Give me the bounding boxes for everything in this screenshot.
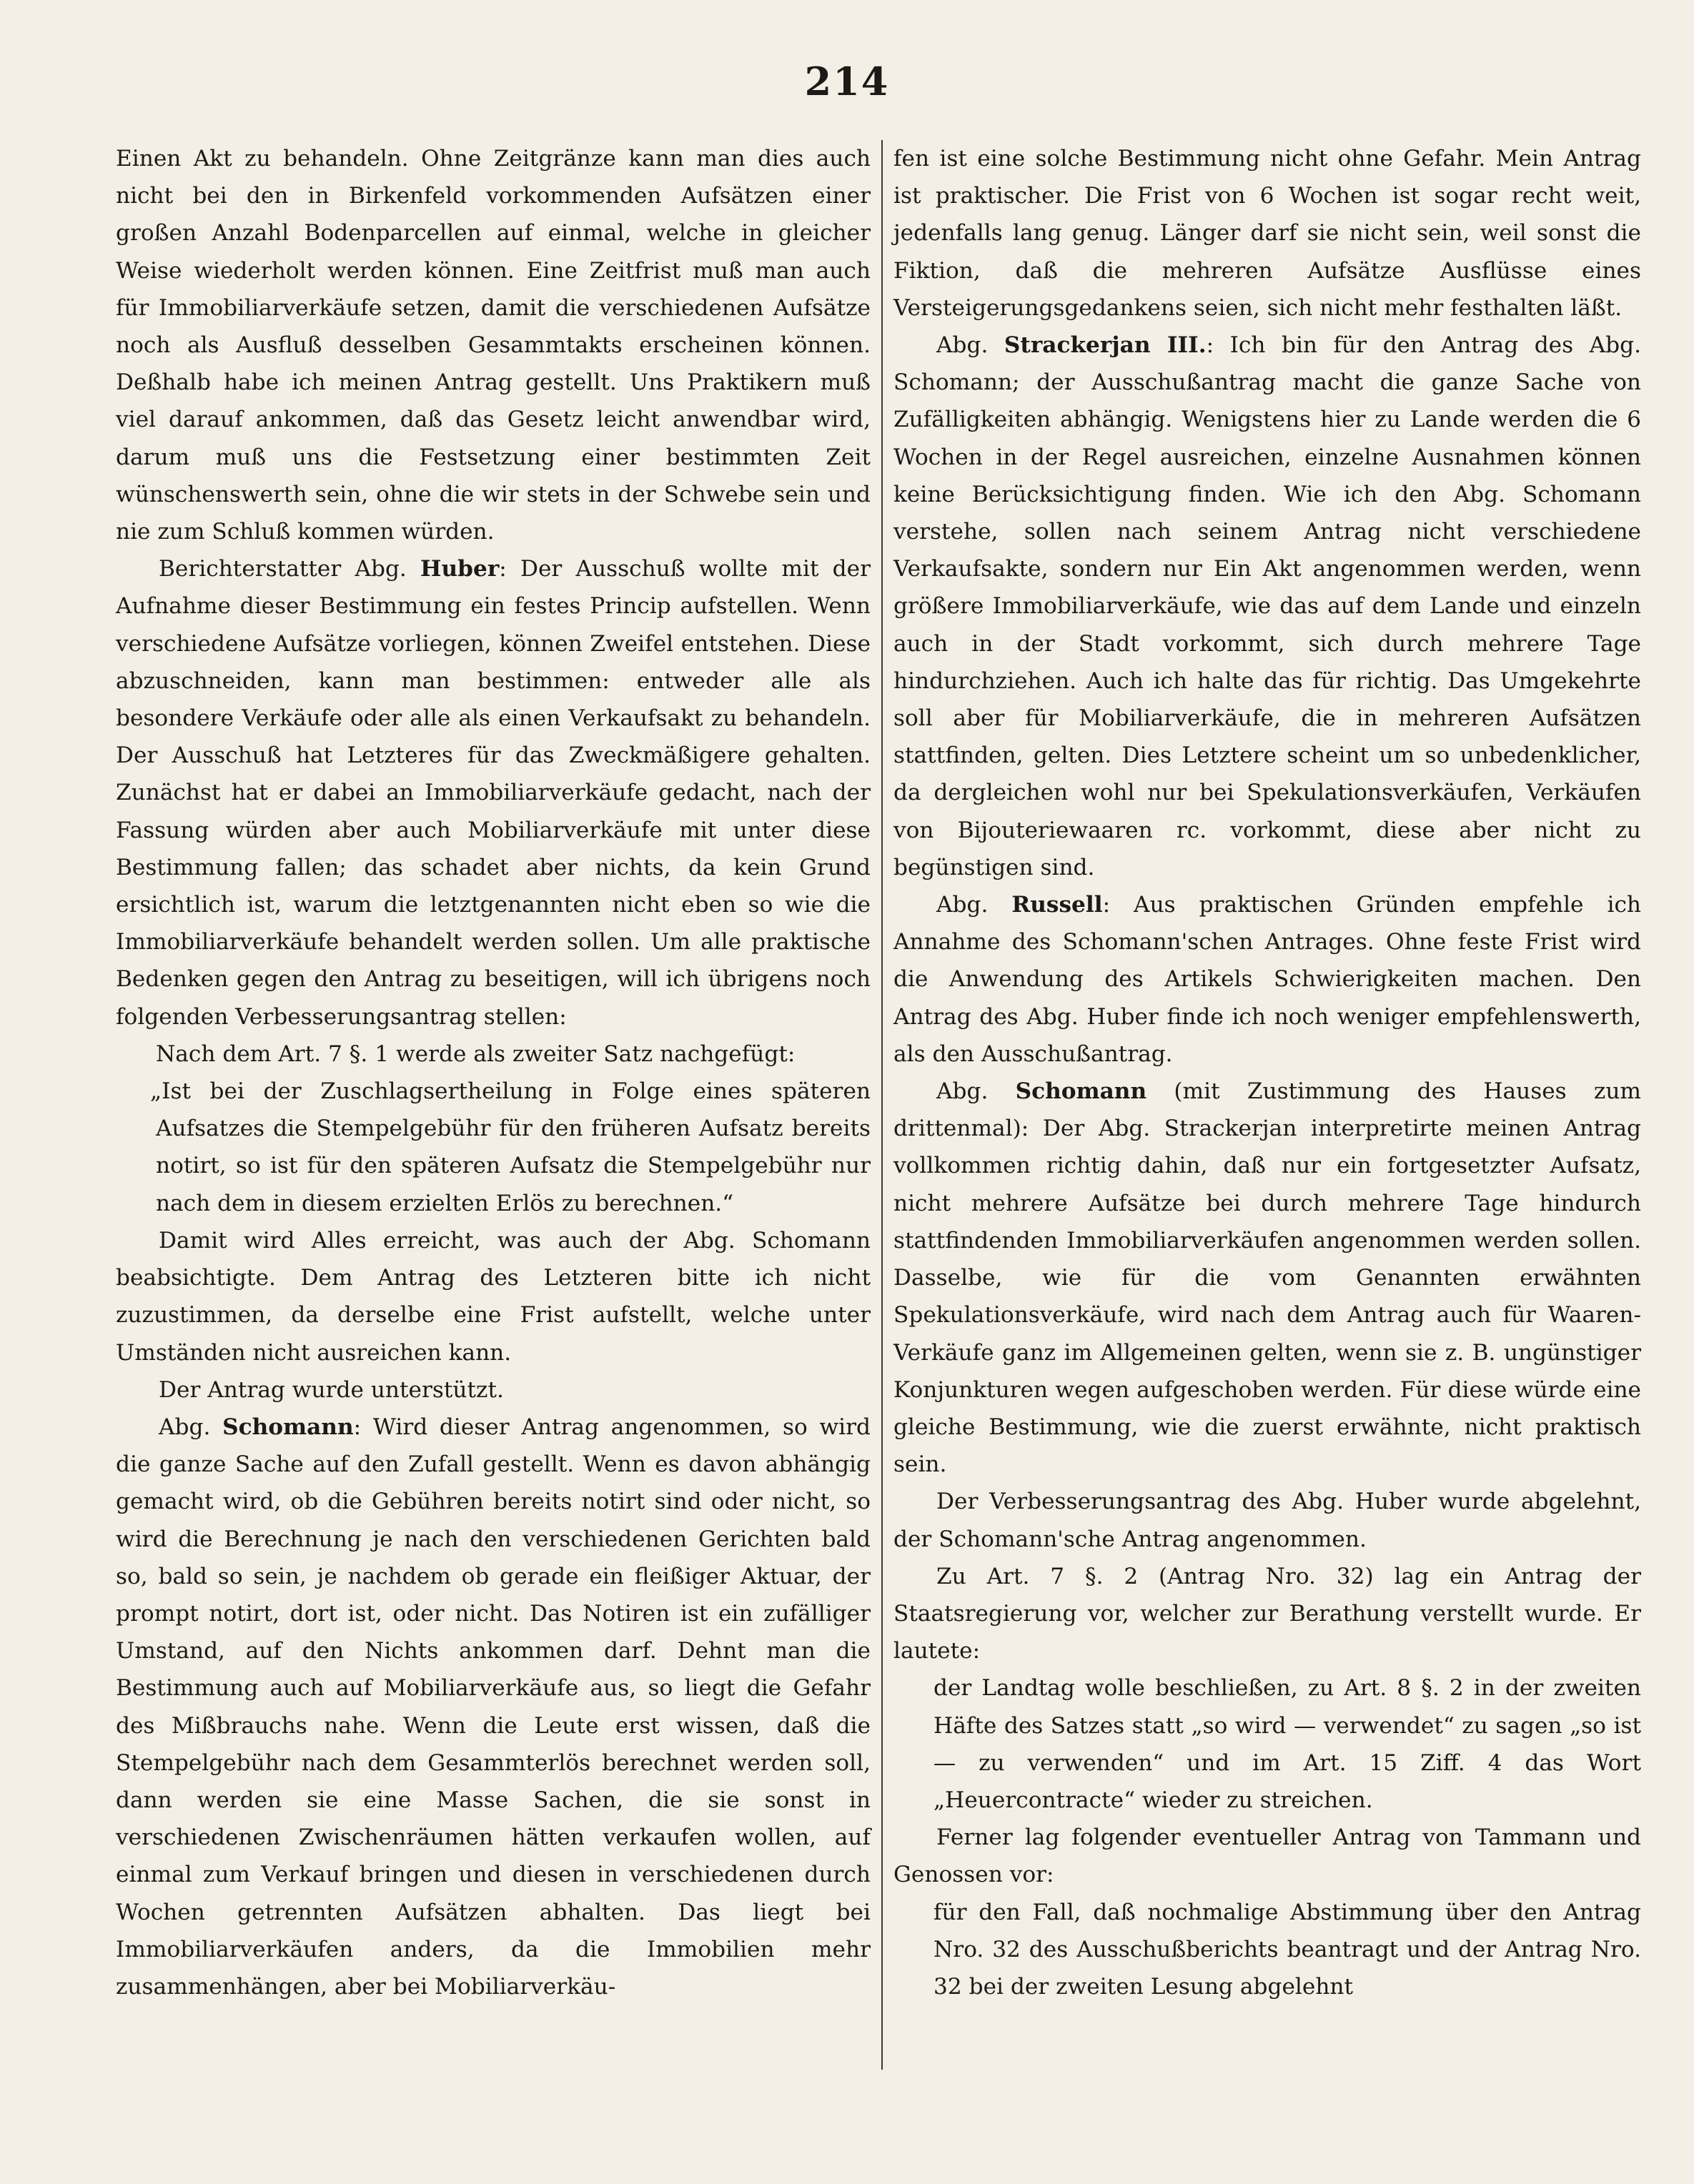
page-number: 214: [804, 59, 890, 104]
paragraph: fen ist eine solche Bestimmung nicht ohne Gefahr. Mein Antrag ist praktischer. Die Frist von 6 Wochen ist sogar recht weit, jedenfalls lang genug. Länger darf sie nicht sein, weil sonst die Fiktion, daß die mehreren Aufsätze Ausflüsse eines Versteigerungsgedankens seien, sich nicht mehr festhalten läßt.: [893, 146, 1641, 321]
paragraph: [116, 550, 871, 1036]
paragraph: [893, 886, 1641, 1073]
paragraph: Ferner lag folgender eventueller Antrag von Tammann und Genossen vor:: [893, 1825, 1641, 1888]
paragraph: Zu Art. 7 §. 2 (Antrag Nro. 32) lag ein Antrag der Staatsregierung vor, welcher zur Berathung verstellt wurde. Er lautete:: [893, 1563, 1641, 1664]
right-column: [893, 140, 1641, 2005]
speech-text: : Der Ausschuß wollte mit der Aufnahme dieser Bestimmung ein festes Princip aufstellen. Wenn verschiedene Aufsätze vorliegen, können Zweifel entstehen. Diese abzuschneiden, kann man bestimmen: entweder alle als besondere Verkäufe oder alle als einen Verkaufsakt zu behandeln. Der Ausschuß hat Letzteres für das Zweckmäßigere gehalten. Zunächst hat er dabei an Immobiliarverkäufe gedacht, nach der Fassung würden aber auch Mobiliarverkäufe mit unter diese Bestimmung fallen; das schadet aber nichts, da kein Grund ersichtlich ist, warum die letztgenannten nicht eben so wie die Immobiliarverkäufe behandelt werden sollen. Um alle praktische Bedenken gegen den Antrag zu beseitigen, will ich übrigens noch folgenden Verbesserungsantrag stellen:: [116, 556, 871, 1030]
motion-intro: Nach dem Art. 7 §. 1 werde als zweiter Satz nachgefügt:: [156, 1041, 796, 1067]
speaker-name: Schomann: [222, 1414, 354, 1440]
speaker-prefix: Abg.: [159, 1414, 223, 1440]
speaker-name: Russell: [1011, 892, 1103, 918]
speech-text: (mit Zustimmung des Hauses zum drittenmal): Der Abg. Strackerjan interpretirte meinen Antrag vollkommen richtig dahin, daß nur ein fortgesetzter Aufsatz, nicht mehrere Aufsätze bei durch mehrere Tage hindurch stattfindenden Immobiliarverkäufen angenommen werden sollen. Dasselbe, wie für die vom Genannten erwähnten Spekulationsverkäufe, wird nach dem Antrag auch für Waaren-Verkäufe ganz im Allgemeinen gelten, wenn sie z. B. ungünstiger Konjunkturen wegen aufgeschoben werden. Für diese würde eine gleiche Bestimmung, wie die zuerst erwähnte, nicht praktisch sein.: [893, 1078, 1641, 1478]
speaker-prefix: Berichterstatter Abg.: [159, 556, 421, 582]
speech-text: : Wird dieser Antrag angenommen, so wird die ganze Sache auf den Zufall gestellt. Wenn es davon abhängig gemacht wird, ob die Gebühren bereits notirt sind oder nicht, so wird die Berechnung je nach den verschiedenen Gerichten bald so, bald so sein, je nachdem ob gerade ein fleißiger Aktuar, der prompt notirt, dort ist, oder nicht. Das Notiren ist ein zufälliger Umstand, auf den Nichts ankommen darf. Dehnt man die Bestimmung auch auf Mobiliarverkäufe aus, so liegt die Gefahr des Mißbrauchs nahe. Wenn die Leute erst wissen, daß die Stempelgebühr nach dem Gesammterlös berechnet werden soll, dann werden sie eine Masse Sachen, die sie sonst in verschiedenen Zwischenräumen hätten verkaufen wollen, auf einmal zum Verkauf bringen und diesen in verschiedenen durch Wochen getrennten Aufsätzen abhalten. Das liegt bei Immobiliarverkäufen anders, da die Immobilien mehr zusammenhängen, aber bei Mobiliarverkäu-: [116, 1414, 871, 2000]
paragraph: Damit wird Alles erreicht, was auch der Abg. Schomann beabsichtigte. Dem Antrag des Letzteren bitte ich nicht zuzustimmen, da derselbe eine Frist aufstellt, welche unter Umständen nicht ausreichen kann.: [116, 1227, 871, 1366]
speaker-prefix: Abg.: [936, 332, 1004, 359]
quoted-motion: „Ist bei der Zuschlagsertheilung in Folge eines späteren Aufsatzes die Stempelgebühr für den früheren Aufsatz bereits notirt, so ist für den späteren Aufsatz die Stempelgebühr nur nach dem in diesem erzielten Erlös zu berechnen.“: [150, 1078, 871, 1216]
left-column: [116, 140, 871, 2005]
speaker-prefix: Abg.: [936, 892, 1012, 918]
paragraph: [893, 327, 1641, 886]
quoted-motion: für den Fall, daß nochmalige Abstimmung über den Antrag Nro. 32 des Ausschußberichts beantragt und der Antrag Nro. 32 bei der zweiten Lesung abgelehnt: [933, 1899, 1641, 2000]
speaker-prefix: Abg.: [936, 1078, 1016, 1105]
speech-text: : Aus praktischen Gründen empfehle ich Annahme des Schomann'schen Antrages. Ohne feste Frist wird die Anwendung des Artikels Schwierigkeiten machen. Den Antrag des Abg. Huber finde ich noch weniger empfehlenswerth, als den Ausschußantrag.: [893, 892, 1642, 1067]
quoted-motion: der Landtag wolle beschließen, zu Art. 8 §. 2 in der zweiten Häfte des Satzes statt „so wird — verwendet“ zu sagen „so ist — zu verwenden“ und im Art. 15 Ziff. 4 das Wort „Heuercontracte“ wieder zu streichen.: [933, 1675, 1641, 1813]
paragraph: Der Antrag wurde unterstützt.: [159, 1376, 504, 1403]
speaker-name: Schomann: [1015, 1078, 1147, 1105]
paragraph: Einen Akt zu behandeln. Ohne Zeitgränze kann man dies auch nicht bei den in Birkenfeld vorkommenden Aufsätzen einer großen Anzahl Bodenparcellen auf einmal, welche in gleicher Weise wiederholt werden können. Eine Zeitfrist muß man auch für Immobiliarverkäufe setzen, damit die verschiedenen Aufsätze noch als Ausfluß desselben Gesammtakts erscheinen können. Deßhalb habe ich meinen Antrag gestellt. Uns Praktikern muß viel darauf ankommen, daß das Gesetz leicht anwendbar wird, darum muß uns die Festsetzung einer bestimmten Zeit wünschenswerth sein, ohne die wir stets in der Schwebe sein und nie zum Schluß kommen würden.: [116, 146, 871, 545]
paragraph: Der Verbesserungsantrag des Abg. Huber wurde abgelehnt, der Schomann'sche Antrag angenommen.: [893, 1489, 1641, 1552]
paragraph: [116, 1409, 871, 2005]
speech-text: : Ich bin für den Antrag des Abg. Schomann; der Ausschußantrag macht die ganze Sache von Zufälligkeiten abhängig. Wenigstens hier zu Lande werden die 6 Wochen in der Regel ausreichen, einzelne Ausnahmen können keine Berücksichtigung finden. Wie ich den Abg. Schomann verstehe, sollen nach seinem Antrag nicht verschiedene Verkaufsakte, sondern nur Ein Akt angenommen werden, wenn größere Immobiliarverkäufe, wie das auf dem Lande und einzeln auch in der Stadt vorkommt, sich durch mehrere Tage hindurchziehen. Auch ich halte das für richtig. Das Umgekehrte soll aber für Mobiliarverkäufe, die in mehreren Aufsätzen stattfinden, gelten. Dies Letztere scheint um so unbedenklicher, da dergleichen wohl nur bei Spekulationsverkäufen, Verkäufen von Bijouteriewaaren rc. vorkommt, diese aber nicht zu begünstigen sind.: [893, 332, 1642, 880]
speaker-name: Strackerjan III.: [1004, 332, 1207, 359]
speaker-name: Huber: [420, 556, 500, 582]
column-divider: [881, 140, 883, 2070]
paragraph: [893, 1073, 1641, 1483]
